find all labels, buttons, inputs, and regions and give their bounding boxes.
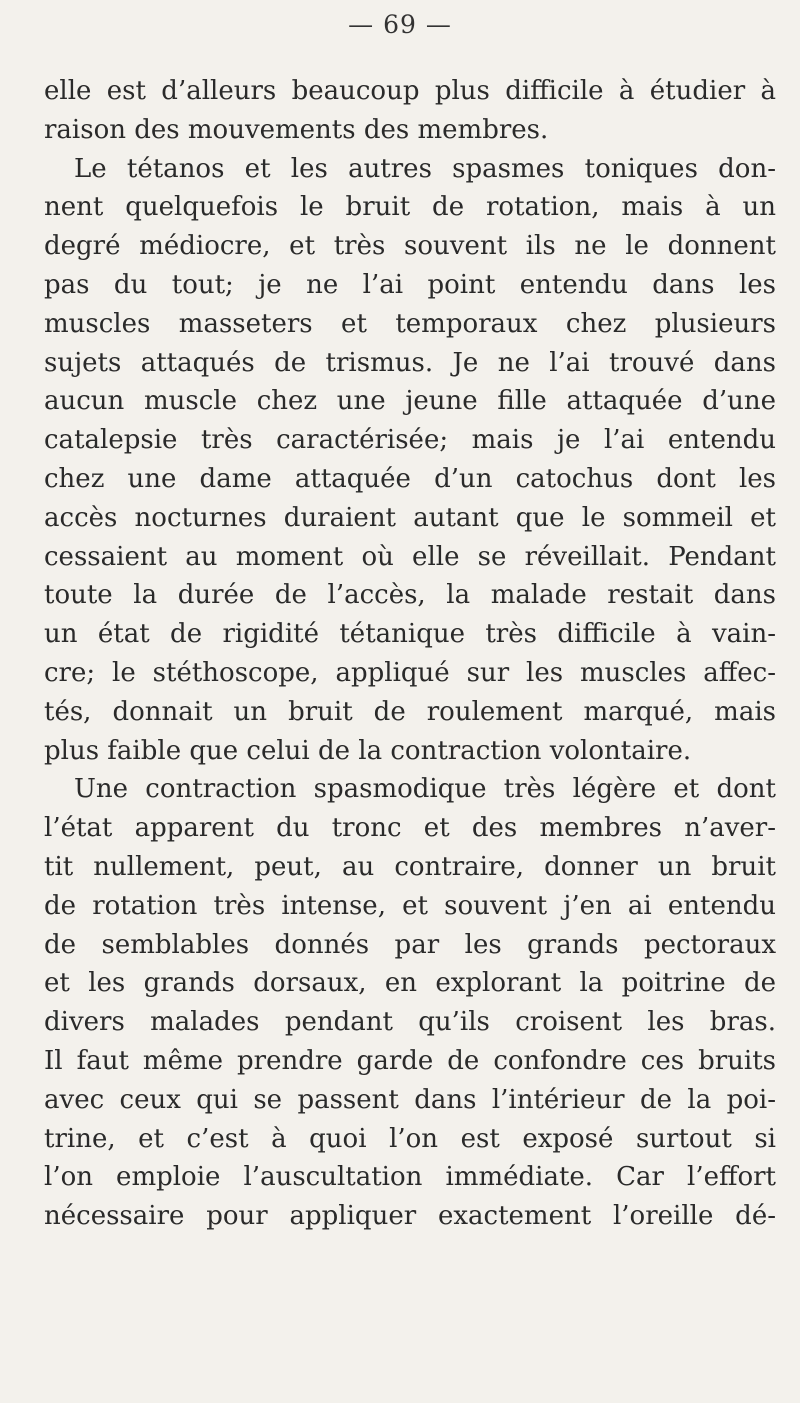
- text-line: trine, et c’est à quoi l’on est exposé surtout si: [44, 1123, 776, 1154]
- text-line: tit nullement, peut, au contraire, donner un bruit: [44, 851, 776, 882]
- text-line: nécessaire pour appliquer exactement l’oreille dé-: [44, 1201, 776, 1232]
- text-line: degré médiocre, et très souvent ils ne le donnent: [44, 231, 776, 262]
- text-line: et les grands dorsaux, en explorant la poitrine de: [44, 968, 776, 999]
- text-line: tés, donnait un bruit de roulement marqué, mais: [44, 696, 776, 727]
- text-line: aucun muscle chez une jeune fille attaquée d’une: [44, 386, 776, 417]
- text-line: elle est d’alleurs beaucoup plus difficile à étudier à: [44, 76, 776, 106]
- text-line: l’on emploie l’auscultation immédiate. Car l’effort: [44, 1162, 776, 1193]
- text-line: muscles masseters et temporaux chez plusieurs: [44, 308, 776, 339]
- text-line: de semblables donnés par les grands pectoraux: [44, 929, 776, 960]
- page-number: — 69 —: [348, 10, 452, 39]
- text-line: sujets attaqués de trismus. Je ne l’ai trouvé dans: [44, 347, 776, 378]
- text-line: accès nocturnes duraient autant que le sommeil et: [44, 502, 776, 533]
- text-line: raison des mouvements des membres.: [44, 114, 549, 145]
- text-line: chez une dame attaquée d’un catochus dont les: [44, 463, 776, 494]
- text-line: cre; le stéthoscope, appliqué sur les muscles affec-: [44, 657, 776, 688]
- text-line: l’état apparent du tronc et des membres n’aver-: [44, 813, 776, 844]
- text-line: plus faible que celui de la contraction volontaire.: [44, 735, 692, 766]
- text-line: un état de rigidité tétanique très difficile à vain-: [44, 619, 776, 650]
- text-line: divers malades pendant qu’ils croisent les bras.: [44, 1007, 776, 1038]
- text-line: Une contraction spasmodique très légère et dont: [74, 774, 776, 805]
- text-line: pas du tout; je ne l’ai point entendu dans les: [44, 269, 776, 300]
- text-line: catalepsie très caractérisée; mais je l’ai entendu: [44, 425, 776, 456]
- text-line: de rotation très intense, et souvent j’en ai entendu: [44, 890, 776, 921]
- text-line: Le tétanos et les autres spasmes toniques don-: [74, 153, 776, 184]
- text-line: cessaient au moment où elle se réveillait. Pendant: [44, 541, 776, 572]
- body-text: [44, 72, 776, 1236]
- text-line: avec ceux qui se passent dans l’intérieur de la poi-: [44, 1084, 776, 1115]
- text-line: nent quelquefois le bruit de rotation, mais à un: [44, 192, 776, 223]
- text-line: toute la durée de l’accès, la malade restait dans: [44, 580, 776, 611]
- text-line: Il faut même prendre garde de confondre ces bruits: [44, 1045, 776, 1076]
